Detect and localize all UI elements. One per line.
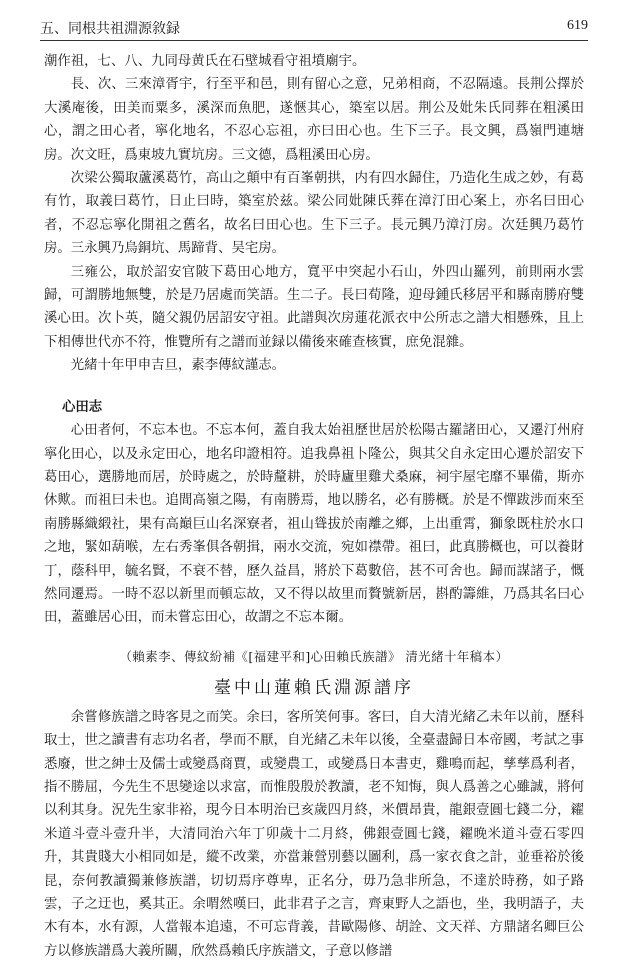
paragraph: 長、次、三來漳胥宇，行至平和邑，則有留心之意，兄弟相商，不忍隔遠。長荆公擇於大溪庵後，田美而粟多，溪深而魚肥，遂愜其心，築室以居。荆公及妣朱氏同葬在粗溪田心，謂之田心者，寧化地名，不忍心忘祖，亦曰田心也。生下三子。長文興，爲嶺門連塘房。次文旺，爲東坡九實坑房。三文德，爲粗溪田心房。: [44, 77, 584, 163]
paragraph: 潮作祖，七、八、九同母黄氏在石壁城看守祖墳廟宇。: [44, 54, 366, 69]
page-number: 619: [567, 18, 588, 33]
paragraph: 余嘗修族譜之時客見之而笑。余曰，客所笑何事。客曰，自大清光緒乙未年以前，歷科取士，世之讀書有志功名者，學而不厭，自光緒乙未年以後，全臺盡歸日本帝國，考試之事悉廢，世之紳士及儒士或變爲商賈，或變農工，或變爲日本書吏，雞鳴而起，孳孳爲利者，指不勝屈，今先生不思變途以求富，而惟殷殷於教讀，老不知悔，與人爲善之心雖誠，將何以利其身。況先生家非裕，現今日本明治已亥歲四月終，米價昂貴，龍銀壹圓七錢二分，糴米道斗壹斗壹升半，大清同治六年丁卯歲十二月終，佛銀壹圓七錢，糴晚米道斗壹石零四升，其貴賤大小相同如是，縱不改業，亦當兼營別藝以圖利，爲一家衣食之計，並垂裕於後昆，奈何教讀獨兼修族譜，切切焉序尊卑，正名分，毋乃急非所急，不達於時務，如子路雲，子之迂也，奚其正。余喟然嘆曰，此非君子之言，齊東野人之語也，坐，我明語子，夫木有本，水有源，人當報本追遠，不可忘背義，昔歐陽修、胡詮、文天祥、方鼎諸名卿巨公方以修族譜爲大義所關，欣然爲賴氏序族譜文，子意以修譜: [44, 709, 584, 959]
article-title: 臺中山蓮賴氏淵源譜序: [214, 677, 414, 698]
paragraph: 心田者何，不忘本也。不忘本何，蓋自我太始祖歷世居於松陽古羅諸田心，又遷汀州府寧化田心，以及永定田心，地名印證相符。追我鼻祖卜隆公，與其父自永定田心遷於詔安下葛田心，選勝地而居，於時處之，於時釐耕，於時廬里雞犬桑麻，祠宇屋宅靡不畢備，斯亦休歟。而祖曰未也。追間高嶺之陽，有南勝焉，地以勝名，必有勝概。於是不憚跋涉而來至南勝縣織緞社，果有高巔巨山名深寮者，祖山聳拔於南離之鄉，上出重霄，獅象既柱於水口之地，緊如葫喉，左右秀峯俱各朝揖，兩水交流，宛如襟帶。祖曰，此真勝概也，可以養財丁，蔭科甲，毓名賢，不衰不替，歷久益昌，將於下葛數倍，甚不可舍也。歸而謀諸子，慨然同遷焉。一時不忍以新里而頓忘故，又不得以故里而贅號新居，斟酌籌維，乃爲其名曰心田，蓋雖居心田，而未嘗忘田心，故謂之不忘本爾。: [44, 423, 584, 626]
page-body: [44, 50, 584, 963]
paragraph: 光緒十年甲申吉旦，素李傳紋謹志。: [70, 358, 286, 374]
source-citation: （賴素李、傳紋紛補《[福建平和]心田賴氏族譜》 清光緒十年稿本）: [119, 648, 509, 664]
chapter-title: 五、同根共祖淵源敘録: [40, 21, 180, 37]
paragraph: 三雍公，取於詔安官陂下葛田心地方，寬平中突起小石山，外四山羅列，前則兩水雲歸，可謂勝地無雙，於是乃居處而笑語。生二子。長曰荀隆，迎母鍾氏移居平和縣南勝府雙溪心田。次卜英，隨父親仍居詔安守祖。此譜與次房蓮花派衣中公所志之譜大相懸殊，且上下相傳世代亦不符，惟覽所有之譜而並録以備後來確查核實，庶免混雜。: [44, 264, 584, 350]
article-xintian-zhi: [44, 419, 584, 630]
article-genealogy-record: [44, 50, 584, 378]
paragraph: 次梁公獨取蘆溪葛竹，高山之顛中有百峯朝拱，内有四水歸住，乃造化生成之妙，有葛有竹，取義曰葛竹，日止曰時，築室於兹。梁公同妣陳氏葬在漳汀田心案上，亦名曰田心者，不忍忘寧化開祖之舊名，故名曰田心也。生下三子。長元興乃漳汀房。次廷興乃葛竹房。三永興乃烏銅坑、馬蹄背、吴宅房。: [44, 171, 584, 257]
article-preface: [44, 706, 584, 963]
section-heading: 心田志: [62, 398, 103, 415]
running-header: [40, 18, 588, 41]
